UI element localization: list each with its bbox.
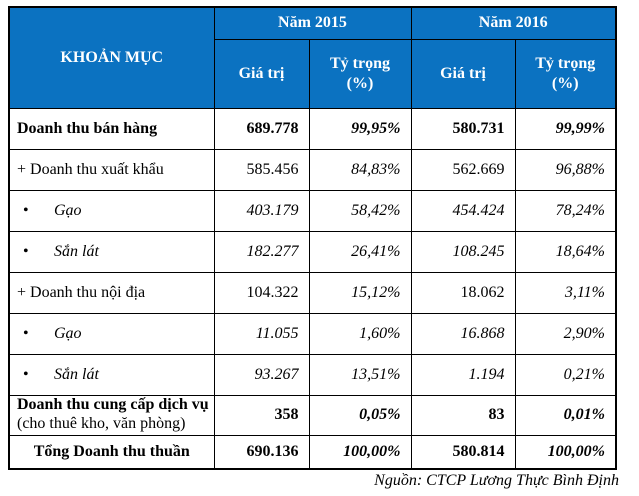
row-label-text: Doanh thu cung cấp dịch vụ [17,396,209,414]
table-row [9,272,616,313]
share-2015: 100,00% [309,435,411,469]
row-label: + Doanh thu nội địa [9,272,214,313]
value-2015: 403.179 [214,190,309,231]
row-label: Doanh thu bán hàng [9,108,214,149]
header-share-2016 [515,39,616,108]
share-2015: 13,51% [309,354,411,395]
share-2015: 1,60% [309,313,411,354]
share-2015: 84,83% [309,149,411,190]
row-label [9,231,214,272]
row-label [9,313,214,354]
bullet-icon: • [23,365,29,383]
value-2016: 16.868 [411,313,515,354]
share-2015: 99,95% [309,108,411,149]
value-2015: 358 [214,395,309,435]
share-2016: 3,11% [515,272,616,313]
header-item-col: KHOẢN MỤC [9,7,214,108]
row-label: Tổng Doanh thu thuần [9,435,214,469]
share-2016: 100,00% [515,435,616,469]
share-2015: 15,12% [309,272,411,313]
share-2016: 78,24% [515,190,616,231]
value-2015: 93.267 [214,354,309,395]
value-2015: 104.322 [214,272,309,313]
row-sublabel-text: (cho thuê kho, văn phòng) [17,415,186,432]
row-label [9,354,214,395]
value-2015: 585.456 [214,149,309,190]
share-2015: 26,41% [309,231,411,272]
header-year-2015: Năm 2015 [214,7,411,39]
header-year-2016: Năm 2016 [411,7,616,39]
row-label-text: Sắn lát [54,242,99,260]
bullet-icon: • [23,201,29,219]
table-row [9,149,616,190]
share-2016: 0,01% [515,395,616,435]
table-row [9,190,616,231]
value-2016: 18.062 [411,272,515,313]
value-2015: 690.136 [214,435,309,469]
bullet-icon: • [23,242,29,260]
table-row [9,231,616,272]
value-2015: 689.778 [214,108,309,149]
share-2016: 96,88% [515,149,616,190]
value-2016: 580.814 [411,435,515,469]
table-row [9,108,616,149]
share-2016: 99,99% [515,108,616,149]
revenue-table [8,6,617,470]
row-label-text: Gạo [54,324,82,342]
header-share-2015-line1: Tỷ trọng [330,54,390,72]
share-2015: 0,05% [309,395,411,435]
row-label: + Doanh thu xuất khẩu [9,149,214,190]
bullet-icon: • [23,324,29,342]
value-2016: 108.245 [411,231,515,272]
row-label [9,395,214,435]
value-2015: 182.277 [214,231,309,272]
value-2016: 83 [411,395,515,435]
row-label [9,190,214,231]
header-value-2016: Giá trị [411,39,515,108]
share-2015: 58,42% [309,190,411,231]
value-2016: 454.424 [411,190,515,231]
value-2016: 580.731 [411,108,515,149]
share-2016: 2,90% [515,313,616,354]
table-row-total [9,435,616,469]
share-2016: 18,64% [515,231,616,272]
header-share-2015-line2: (%) [346,74,374,92]
header-value-2015: Giá trị [214,39,309,108]
value-2016: 1.194 [411,354,515,395]
header-share-2016-line2: (%) [551,74,579,92]
value-2016: 562.669 [411,149,515,190]
table-row [9,354,616,395]
row-label-text: Gạo [54,201,82,219]
header-share-2015 [309,39,411,108]
value-2015: 11.055 [214,313,309,354]
share-2016: 0,21% [515,354,616,395]
source-note: Nguồn: CTCP Lương Thực Bình Định [374,472,619,489]
row-label-text: Sắn lát [54,365,99,383]
table-row [9,395,616,435]
header-share-2016-line1: Tỷ trọng [535,54,596,72]
table-row [9,313,616,354]
